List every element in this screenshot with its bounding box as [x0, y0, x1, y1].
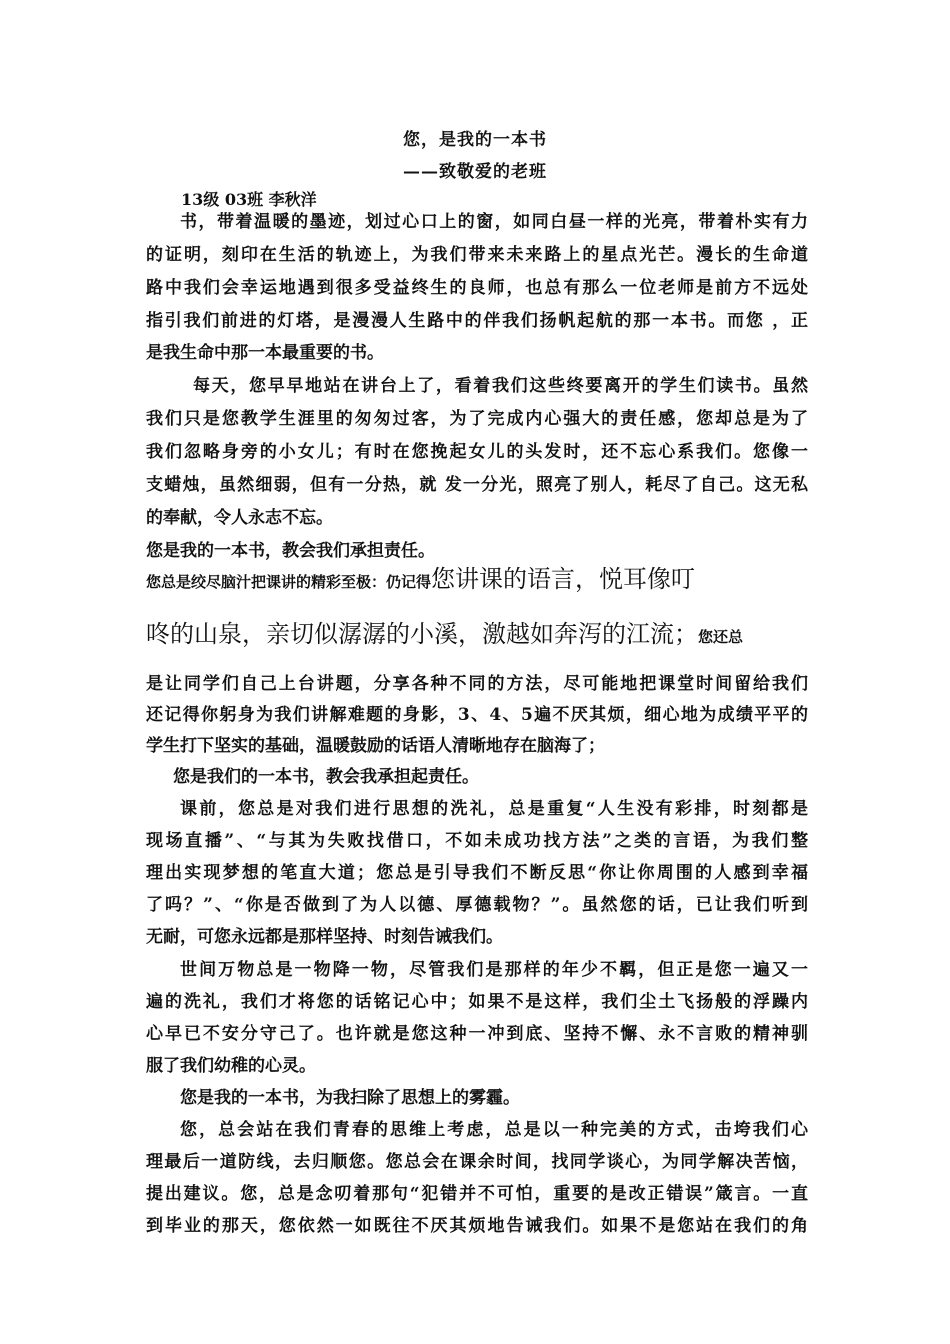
paragraph-line: 服了我们幼稚的心灵。: [146, 1056, 316, 1076]
essay-title: 您，是我的一本书: [403, 130, 547, 150]
paragraph-line: 世间万物总是一物降一物，尽管我们是那样的年少不羁，但正是您一遍又一: [180, 960, 808, 980]
paragraph-line: 的证明，刻印在生活的轨迹上，为我们带来未来路上的星点光芒。漫长的生命道: [146, 245, 808, 265]
paragraph-line: 支蜡烛，虽然细弱，但有一分热，就 发一分光，照亮了别人，耗尽了自己。这无私: [146, 475, 808, 495]
mixed-line-large-text: 您讲课的语言，悦耳像叮: [431, 565, 696, 593]
paragraph-line: 学生打下坚实的基础，温暖鼓励的话语人清晰地存在脑海了；: [146, 736, 605, 756]
paragraph-line: 的奉献，令人永志不忘。: [146, 508, 333, 528]
mixed-line: [146, 620, 744, 648]
author-line: 13级 03班 李秋洋: [181, 190, 317, 209]
paragraph-line: 路中我们会幸运地遇到很多受益终生的良师，也总有那么一位老师是前方不远处: [146, 278, 808, 298]
paragraph-line: 每天，您早早地站在讲台上了，看着我们这些终要离开的学生们读书。虽然: [193, 376, 808, 396]
mixed-line-large-text: 咚的山泉，亲切似潺潺的小溪，激越如奔泻的江流；: [146, 620, 698, 648]
paragraph-line: 了吗？”、“你是否做到了为人以德、厚德载物？”。虽然您的话，已让我们听到: [146, 895, 808, 915]
paragraph-line: 是让同学们自己上台讲题，分享各种不同的方法，尽可能地把课堂时间留给我们: [146, 674, 808, 694]
paragraph-line: 理出实现梦想的笔直大道；您总是引导我们不断反思“你让你周围的人感到幸福: [146, 863, 808, 883]
mixed-line: [146, 565, 696, 593]
paragraph-line: 理最后一道防线，去归顺您。您总会在课余时间，找同学谈心，为同学解决苦恼，: [146, 1152, 808, 1172]
paragraph-line: 指引我们前进的灯塔，是漫漫人生路中的伴我们扬帆起航的那一本书。而您 ，正: [146, 311, 808, 331]
paragraph-line: 心早已不安分守己了。也许就是您这种一冲到底、坚持不懈、永不言败的精神驯: [146, 1024, 808, 1044]
paragraph-line: 您是我们的一本书，教会我承担起责任。: [173, 767, 479, 787]
paragraph-line: 无耐，可您永远都是那样坚持、时刻告诫我们。: [146, 927, 503, 947]
paragraph-line: 课前，您总是对我们进行思想的洗礼，总是重复“人生没有彩排，时刻都是: [180, 799, 808, 819]
paragraph-line: 还记得你躬身为我们讲解难题的身影，3、4、5遍不厌其烦，细心地为成绩平平的: [146, 705, 808, 725]
mixed-line-text: 您总是绞尽脑汁把课讲的精彩至极：仍记得: [146, 573, 432, 591]
paragraph-line: 您是我的一本书，教会我们承担责任。: [146, 541, 435, 561]
paragraph-line: 到毕业的那天，您依然一如既往不厌其烦地告诫我们。如果不是您站在我们的角: [146, 1216, 808, 1236]
paragraph-line: 是我生命中那一本最重要的书。: [146, 343, 384, 363]
paragraph-line: 我们只是您教学生涯里的匆匆过客，为了完成内心强大的责任感，您却总是为了: [146, 409, 808, 429]
paragraph-line: 现场直播”、“与其为失败找借口，不如未成功找方法”之类的言语，为我们整: [146, 831, 808, 851]
paragraph-line: 我们忽略身旁的小女儿；有时在您挽起女儿的头发时，还不忘心系我们。您像一: [146, 442, 808, 462]
paragraph-line: 遍的洗礼，我们才将您的话铭记心中；如果不是这样，我们尘土飞扬般的浮躁内: [146, 992, 808, 1012]
paragraph-line: 您是我的一本书，为我扫除了思想上的雾霾。: [180, 1088, 520, 1108]
paragraph-line: 您，总会站在我们青春的思维上考虑，总是以一种完美的方式，击垮我们心: [180, 1120, 808, 1140]
paragraph-line: 书，带着温暖的墨迹，划过心口上的窗，如同白昼一样的光亮，带着朴实有力: [180, 212, 808, 232]
paragraph-line: 提出建议。您，总是念叨着那句“犯错并不可怕，重要的是改正错误”箴言。一直: [146, 1184, 808, 1204]
essay-subtitle: ——致敬爱的老班: [403, 162, 547, 182]
mixed-line-text: 您还总: [698, 628, 744, 646]
